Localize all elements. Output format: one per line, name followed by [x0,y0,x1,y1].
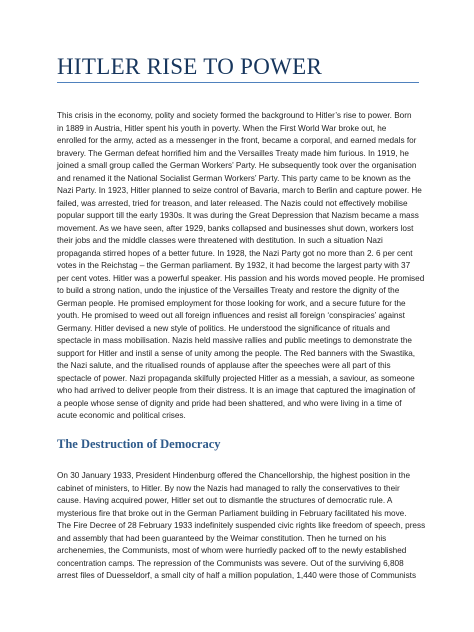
paragraph-line: joined a small group called the German Workers’ Party. He subsequently took over the organisation [57,161,417,170]
paragraph-line: spectacle of power. Nazi propaganda skilfully projected Hitler as a messiah, a saviour, as someone [57,373,415,383]
paragraph-line: arrest files of Duesseldorf, a small city of half a million population, 1,440 were those of Communists [57,571,417,580]
paragraph-line: youth. He promised to weed out all foreign influences and resist all foreign ‘conspiracies’ against [57,311,405,320]
paragraph-line: enrolled for the army, acted as a messenger in the front, became a corporal, and earned medals for [57,136,417,145]
paragraph-line: failed, was arrested, tried for treason, and later released. The Nazis could not effectively mobilise [57,198,408,208]
paragraph-line: German people. He promised employment for those looking for work, and a secure future for the [57,298,406,308]
paragraph-line: cabinet of ministers, to Hitler. By now the Nazis had managed to rally the conservatives to their [57,483,400,493]
paragraph-line: Nazi Party. In 1923, Hitler planned to seize control of Bavaria, march to Berlin and capture power. He [57,186,422,195]
section-heading-destruction-of-democracy: The Destruction of Democracy [57,437,221,451]
paragraph-line: On 30 January 1933, President Hindenburg offered the Chancellorship, the highest position in the [57,471,411,480]
paragraph-line: archenemies, the Communists, most of whom were hurriedly packed off to the newly established [57,546,407,555]
paragraph-line: support for Hitler and instil a sense of unity among the people. The Red banners with the Swastika, [57,348,416,358]
paragraph-line: acute economic and political crises. [57,411,186,420]
paragraph-line: who had arrived to deliver people from their distress. It is an image that captured the imagination of [57,386,416,395]
paragraph-line: and renamed it the National Socialist German Workers’ Party. This party came to be known as the [57,173,411,183]
paragraph-line: cause. Having acquired power, Hitler set out to dismantle the structures of democratic rule. A [57,496,393,505]
paragraph-line: concentration camps. The repression of the Communists was severe. Out of the surviving 6,808 [57,558,404,568]
paragraph-line: Germany. Hitler devised a new style of politics. He understood the significance of rituals and [57,323,390,333]
paragraph-line: their jobs and the middle classes were threatened with destitution. In such a situation Nazi [57,236,383,245]
paragraph-line: popular support till the early 1930s. It was during the Great Depression that Nazism became a mass [57,211,419,220]
body-paragraph-destruction-of-democracy [57,470,426,583]
paragraph-line: The Fire Decree of 28 February 1933 indefinitely suspended civic rights like freedom of speech, press [57,521,426,530]
paragraph-line: propaganda stirred hopes of a better future. In 1928, the Nazi Party got no more than 2. 6 per cent [57,248,413,258]
paragraph-line: votes in the Reichstag – the German parliament. By 1932, it had become the largest party with 37 [57,261,411,270]
paragraph-line: This crisis in the economy, polity and society formed the background to Hitler’s rise to power. Born [57,111,412,120]
paragraph-line: movement. As we have seen, after 1929, banks collapsed and businesses shut down, workers lost [57,223,414,233]
body-paragraph-rise-to-power [57,110,425,423]
paragraph-line: to build a strong nation, undo the injustice of the Versailles Treaty and restore the dignity of the [57,286,400,295]
title-underline-rule [57,82,419,83]
paragraph-line: and assembly that had been guaranteed by the Weimar constitution. Then he turned on his [57,533,387,543]
paragraph-line: bravery. The German defeat horrified him and the Versailles Treaty made him furious. In 1919, he [57,148,409,158]
paragraph-line: in 1889 in Austria, Hitler spent his youth in poverty. When the First World War broke out, he [57,123,387,133]
paragraph-line: a people whose sense of dignity and pride had been shattered, and who were living in a time of [57,398,402,408]
document-title: HITLER RISE TO POWER [57,54,323,79]
paragraph-line: per cent votes. Hitler was a powerful speaker. His passion and his words moved people. He promised [57,273,425,283]
paragraph-line: mysterious fire that broke out in the German Parliament building in February facilitated his move. [57,508,407,518]
paragraph-line: the Nazi salute, and the ritualised rounds of applause after the speeches were all part of this [57,361,391,370]
paragraph-line: spectacle in mass mobilisation. Nazis held massive rallies and public meetings to demonstrate the [57,336,412,345]
